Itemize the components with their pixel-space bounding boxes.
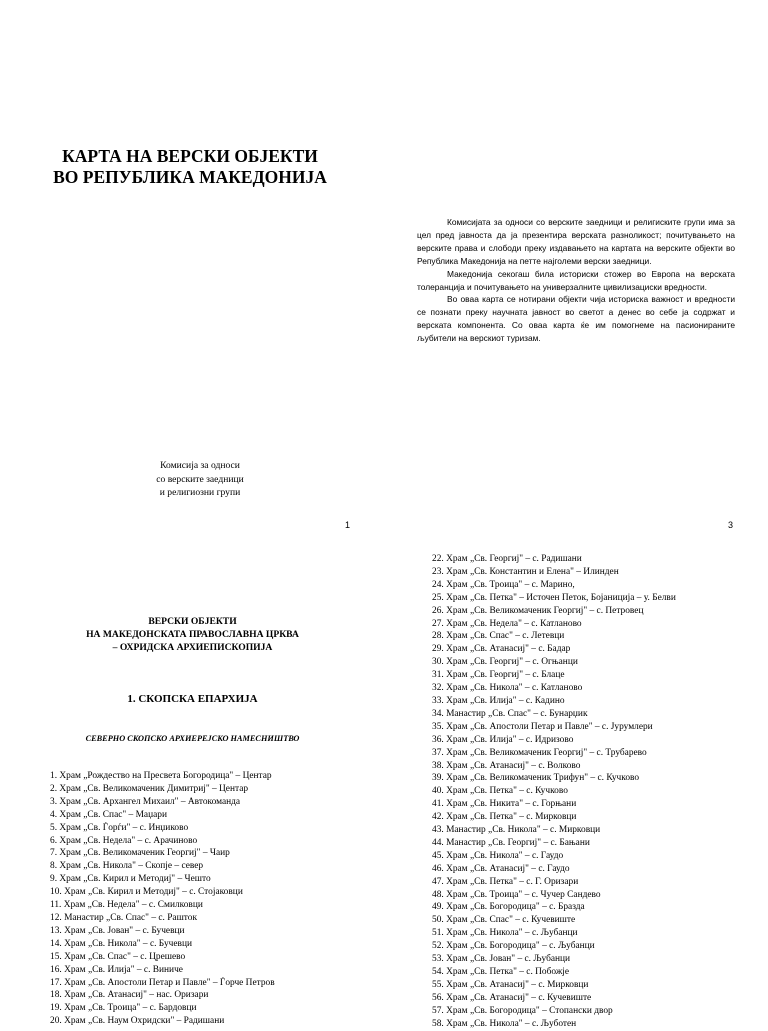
list-item: 47. Храм „Св. Петка" – с. Г. Оризари xyxy=(432,876,579,887)
list-item: 38. Храм „Св. Атанасиј" – с. Волково xyxy=(432,760,581,771)
list-item: 42. Храм „Св. Петка" – с. Мирковци xyxy=(432,812,577,823)
list-item: 23. Храм „Св. Константин и Елена" – Илинден xyxy=(432,566,619,577)
list-item: 13. Храм „Св. Јован" – с. Бучевци xyxy=(50,925,185,936)
list-item: 57. Храм „Св. Богородица" – Стопански двор xyxy=(432,1005,613,1016)
list-item: 20. Храм „Св. Наум Охридски" – Радишани xyxy=(50,1016,225,1027)
list-item: 19. Храм „Св. Троица" – с. Бардовци xyxy=(50,1003,197,1014)
deanery-heading: СЕВЕРНО СКОПСКО АРХИЕРЕЈСКО НАМЕСНИШТВО xyxy=(85,734,300,743)
list-item: 36. Храм „Св. Илија" – с. Идризово xyxy=(432,734,574,745)
church-list-right xyxy=(432,553,762,1031)
list-item: 18. Храм „Св. Атанасиј" – нас. Оризари xyxy=(50,990,209,1001)
commission-line-3: и религиозни групи xyxy=(159,487,241,498)
list-item: 15. Храм „Св. Спас" – с. Црешево xyxy=(50,951,186,962)
list-item: 39. Храм „Св. Великомаченик Трифун" – с. Кучково xyxy=(432,773,640,784)
list-item: 43. Манастир „Св. Никола" – с. Мирковци xyxy=(432,825,601,836)
list-item: 56. Храм „Св. Атанасиј" – с. Кучевиште xyxy=(432,992,592,1003)
list-item: 9. Храм „Св. Кирил и Методиј" – Чешто xyxy=(50,874,211,885)
page-number-right: 3 xyxy=(728,520,734,530)
list-item: 33. Храм „Св. Илија" – с. Кадино xyxy=(432,695,565,706)
list-item: 25. Храм „Св. Петка" – Источен Петок, Бојаниција – у. Белви xyxy=(432,592,676,603)
title-line-1: КАРТА НА ВЕРСКИ ОБЈЕКТИ xyxy=(62,146,318,166)
list-item: 48. Храм „Св. Троица" – с. Чучер Сандево xyxy=(432,889,601,900)
title-line-2: ВО РЕПУБЛИКА МАКЕДОНИЈА xyxy=(53,167,327,187)
list-item: 35. Храм „Св. Апостоли Петар и Павле" – с. Јурумлери xyxy=(432,721,653,732)
commission-line-2: со верските заедници xyxy=(156,473,244,485)
eparchy-heading: 1. СКОПСКА ЕПАРХИЈА xyxy=(127,693,258,705)
list-item: 52. Храм „Св. Богородица" – с. Љубанци xyxy=(432,941,595,952)
list-item: 30. Храм „Св. Георгиј" – с. Огњанци xyxy=(432,657,578,668)
list-item: 41. Храм „Св. Никита" – с. Горњани xyxy=(432,799,577,810)
list-item: 1. Храм „Рождество на Пресвета Богородица" – Центар xyxy=(50,771,272,781)
list-item: 5. Храм „Св. Ѓорѓи" – с. Инџиково xyxy=(50,822,189,833)
list-item: 16. Храм „Св. Илија" – с. Виниче xyxy=(50,964,183,975)
list-item: 50. Храм „Св. Спас" – с. Кучевиште xyxy=(432,915,576,926)
list-item: 51. Храм „Св. Никола" – с. Љубанци xyxy=(432,928,578,939)
page-number-left: 1 xyxy=(345,520,351,530)
section-heading-line-1: ВЕРСКИ ОБЈЕКТИ xyxy=(148,616,237,627)
list-item: 4. Храм „Св. Спас" – Маџари xyxy=(50,809,167,820)
commission-line-1: Комисија за односи xyxy=(160,460,240,471)
list-item: 22. Храм „Св. Георгиј" – с. Радишани xyxy=(432,554,582,564)
list-item: 55. Храм „Св. Атанасиј" – с. Мирковци xyxy=(432,979,589,990)
section-heading-line-3: – ОХРИДСКА АРХИЕПИСКОПИЈА xyxy=(112,642,273,653)
list-item: 34. Манастир „Св. Спас" – с. Бунарџик xyxy=(432,708,588,719)
list-item: 49. Храм „Св. Богородица" – с. Бразда xyxy=(432,902,585,913)
list-item: 11. Храм „Св. Недела" – с. Смилковци xyxy=(50,900,203,911)
list-item: 53. Храм „Св. Јован" – с. Љубанци xyxy=(432,954,571,965)
list-item: 31. Храм „Св. Георгиј" – с. Блаце xyxy=(432,670,565,681)
section-heading xyxy=(40,615,345,654)
list-item: 12. Манастир „Св. Спас" – с. Рашток xyxy=(50,912,198,923)
section-heading-line-2: НА МАКЕДОНСКАТА ПРАВОСЛАВНА ЦРКВА xyxy=(86,629,299,640)
intro-paragraph-1: Комисијата за односи со верските заедници и религиските групи има за цел пред јавноста да ја презентира верската разноликост; почитувањето на верските права и слободи преку издавањето на картата на верските објекти во Република Македонија на петте најголеми верски заедници. xyxy=(417,217,735,266)
list-item: 37. Храм „Св. Великомаченик Георгиј" – с. Трубарево xyxy=(432,747,647,758)
commission-signature xyxy=(100,459,300,500)
church-list-left xyxy=(50,770,350,1028)
list-item: 3. Храм „Св. Архангел Михаил" – Автокоманда xyxy=(50,796,241,807)
list-item: 29. Храм „Св. Атанасиј" – с. Бадар xyxy=(432,644,571,655)
list-item: 40. Храм „Св. Петка" – с. Кучково xyxy=(432,786,568,797)
list-item: 27. Храм „Св. Недела" – с. Катланово xyxy=(432,618,582,629)
intro-paragraph-2: Македонија секогаш била историски стожер во Европа на верската толеранција и почитувањето на универзалните цивилизациски вредности. xyxy=(417,268,735,292)
list-item: 32. Храм „Св. Никола" – с. Катланово xyxy=(432,683,583,694)
list-item: 24. Храм „Св. Троица" – с. Марино, xyxy=(432,579,575,590)
intro-paragraph-3: Во оваа карта се нотирани објекти чија историска важност и вредности се познати преку научната јавност во светот а денес во себе ја содржат и верската компонента. Со оваа карта ќе им помогнеме на пасионираните љубители на верскиот туризам. xyxy=(417,294,735,344)
list-item: 10. Храм „Св. Кирил и Методиј" – с. Стојаковци xyxy=(50,887,243,898)
document-title xyxy=(20,146,360,188)
list-item: 26. Храм „Св. Великомаченик Георгиј" – с. Петровец xyxy=(432,605,644,616)
list-item: 6. Храм „Св. Недела" – с. Арачиново xyxy=(50,835,198,846)
list-item: 58. Храм „Св. Никола" – с. Љуботен xyxy=(432,1018,577,1029)
list-item: 8. Храм „Св. Никола" – Скопје – север xyxy=(50,861,204,872)
list-item: 54. Храм „Св. Петка" – с. Побожје xyxy=(432,967,570,977)
list-item: 46. Храм „Св. Атанасиј" – с. Гаудо xyxy=(432,863,570,874)
intro-text xyxy=(417,216,735,345)
list-item: 7. Храм „Св. Великомаченик Георгиј" – Чаир xyxy=(50,848,230,859)
list-item: 17. Храм „Св. Апостоли Петар и Павле" – Ѓорче Петров xyxy=(50,977,275,988)
list-item: 2. Храм „Св. Великомаченик Димитриј" – Центар xyxy=(50,783,249,794)
list-item: 28. Храм „Св. Спас" – с. Летевци xyxy=(432,631,565,642)
list-item: 14. Храм „Св. Никола" – с. Бучевци xyxy=(50,938,192,949)
list-item: 44. Манастир „Св. Георгиј" – с. Бањани xyxy=(432,837,590,848)
list-item: 45. Храм „Св. Никола" – с. Гаудо xyxy=(432,850,564,861)
